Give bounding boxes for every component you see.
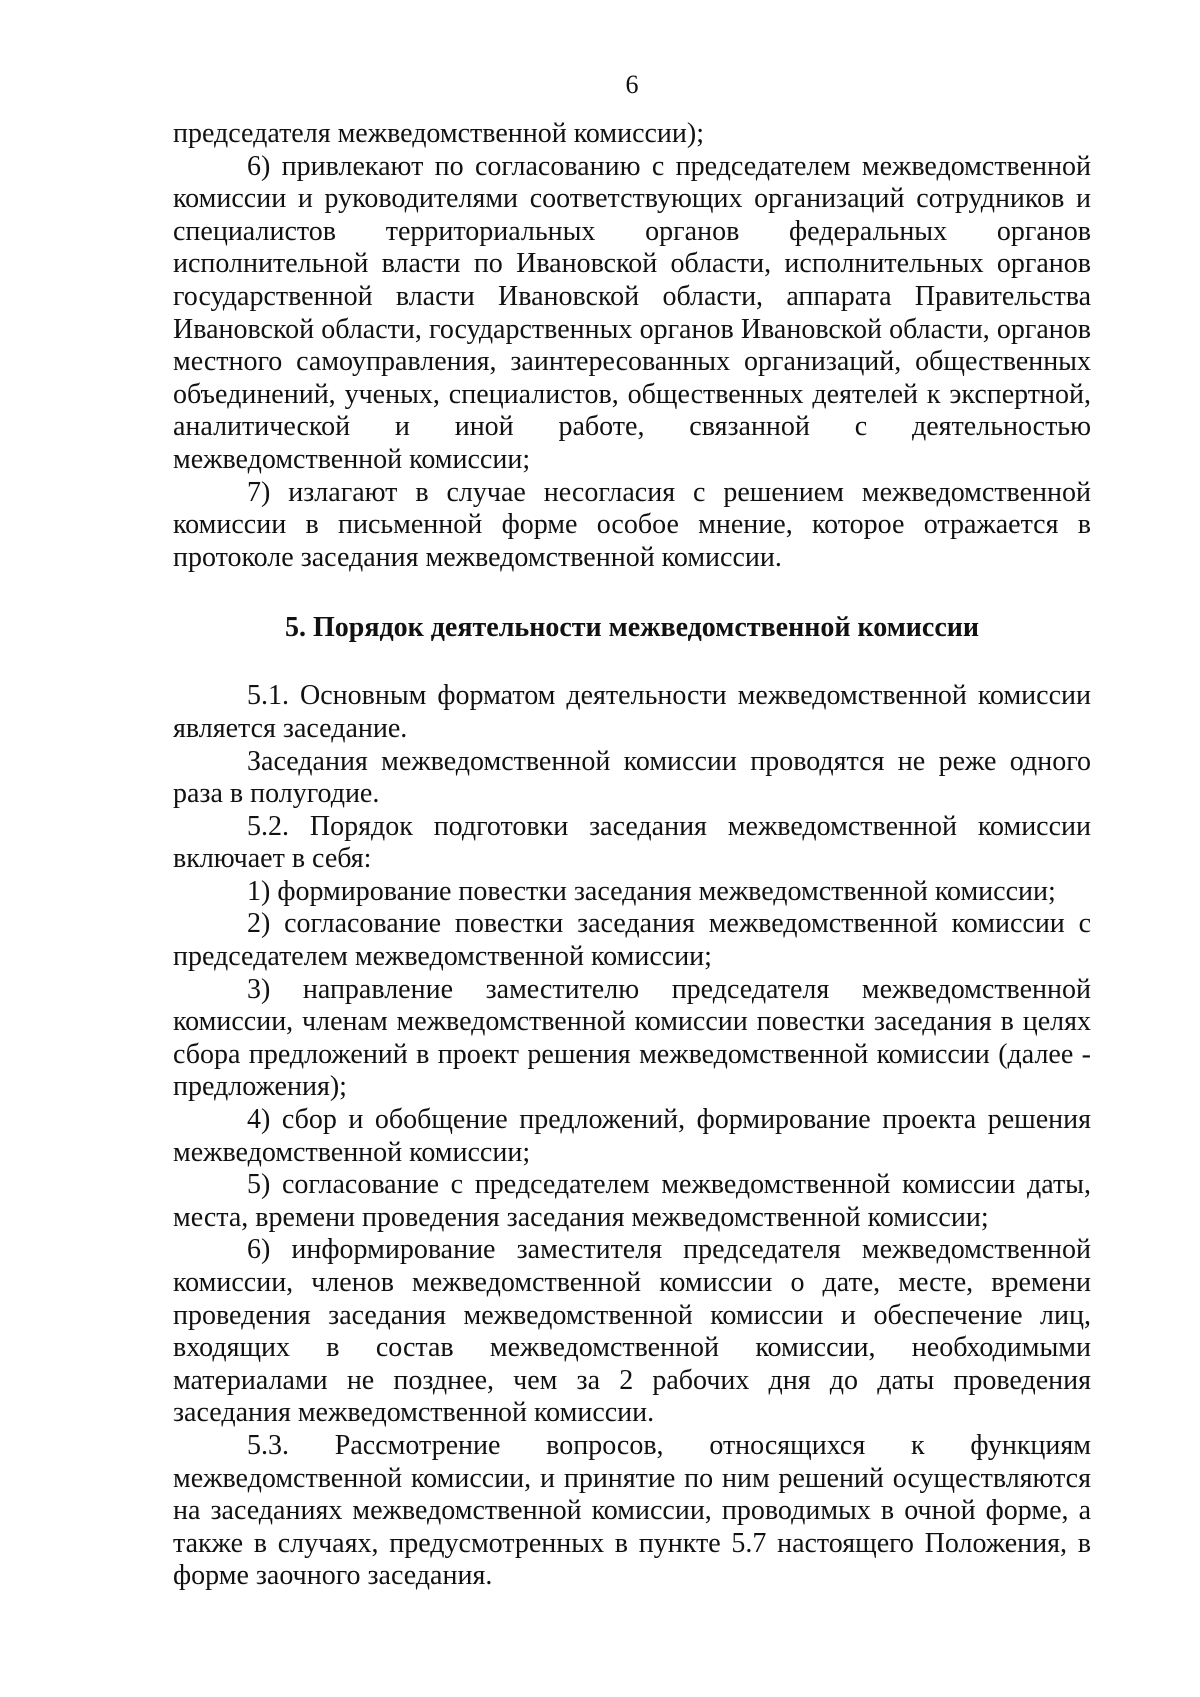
paragraph-item-7: 7) излагают в случае несогласия с решением межведомственной комиссии в письменной форме особое мнение, которое отражается в протоколе заседания межведомственной комиссии.	[173, 476, 1091, 573]
paragraph-continuation: председателя межведомственной комиссии);	[173, 118, 705, 149]
list-item-1: 1) формирование повестки заседания межведомственной комиссии;	[247, 875, 1056, 907]
document-page	[173, 70, 1091, 1593]
paragraph-meetings-frequency: Заседания межведомственной комиссии проводятся не реже одного раза в полугодие.	[173, 745, 1091, 810]
paragraph-5-3: 5.3. Рассмотрение вопросов, относящихся к функциям межведомственной комиссии, и принятие по ним решений осуществляются на заседаниях межведомственной комиссии, проводимых в очной форме, а также в случаях, предусмотренных в пункте 5.7 настоящего Положения, в форме заочного заседания.	[173, 1429, 1091, 1592]
paragraph-5-1: 5.1. Основным форматом деятельности межведомственной комиссии является заседание.	[173, 680, 1091, 744]
paragraph-item-6: 6) привлекают по согласованию с председателем межведомственной комиссии и руководителями соответствующих организаций сотрудников и специалистов территориальных органов федеральных органов исполнительной власти по Ивановской области, исполнительных органов государственной власти Ивановской области, аппарата Правительства Ивановской области, государственных органов Ивановской области, органов местного самоуправления, заинтересованных организаций, общественных объединений, ученых, специалистов, общественных деятелей к экспертной, аналитической и иной работе, связанной с деятельностью межведомственной комиссии;	[173, 150, 1091, 475]
section-heading: 5. Порядок деятельности межведомственной комиссии	[284, 612, 980, 644]
list-item-2: 2) согласование повестки заседания межведомственной комиссии с председателем межведомственной комиссии;	[173, 908, 1091, 973]
list-item-6: 6) информирование заместителя председателя межведомственной комиссии, членов межведомственной комиссии о дате, месте, времени проведения заседания межведомственной комиссии и обеспечение лиц, входящих в состав межведомственной комиссии, необходимыми материалами не позднее, чем за 2 рабочих дня до даты проведения заседания межведомственной комиссии.	[173, 1234, 1091, 1429]
page-number: 6	[625, 70, 639, 99]
list-item-3: 3) направление заместителю председателя межведомственной комиссии, членам межведомственной комиссии повестки заседания в целях сбора предложений в проект решения межведомственной комиссии (далее - предложения);	[173, 973, 1091, 1103]
list-item-5: 5) согласование с председателем межведомственной комиссии даты, места, времени проведения заседания межведомственной комиссии;	[173, 1169, 1091, 1233]
list-item-4: 4) сбор и обобщение предложений, формирование проекта решения межведомственной комиссии;	[173, 1104, 1091, 1168]
paragraph-5-2: 5.2. Порядок подготовки заседания межведомственной комиссии включает в себя:	[173, 810, 1091, 875]
